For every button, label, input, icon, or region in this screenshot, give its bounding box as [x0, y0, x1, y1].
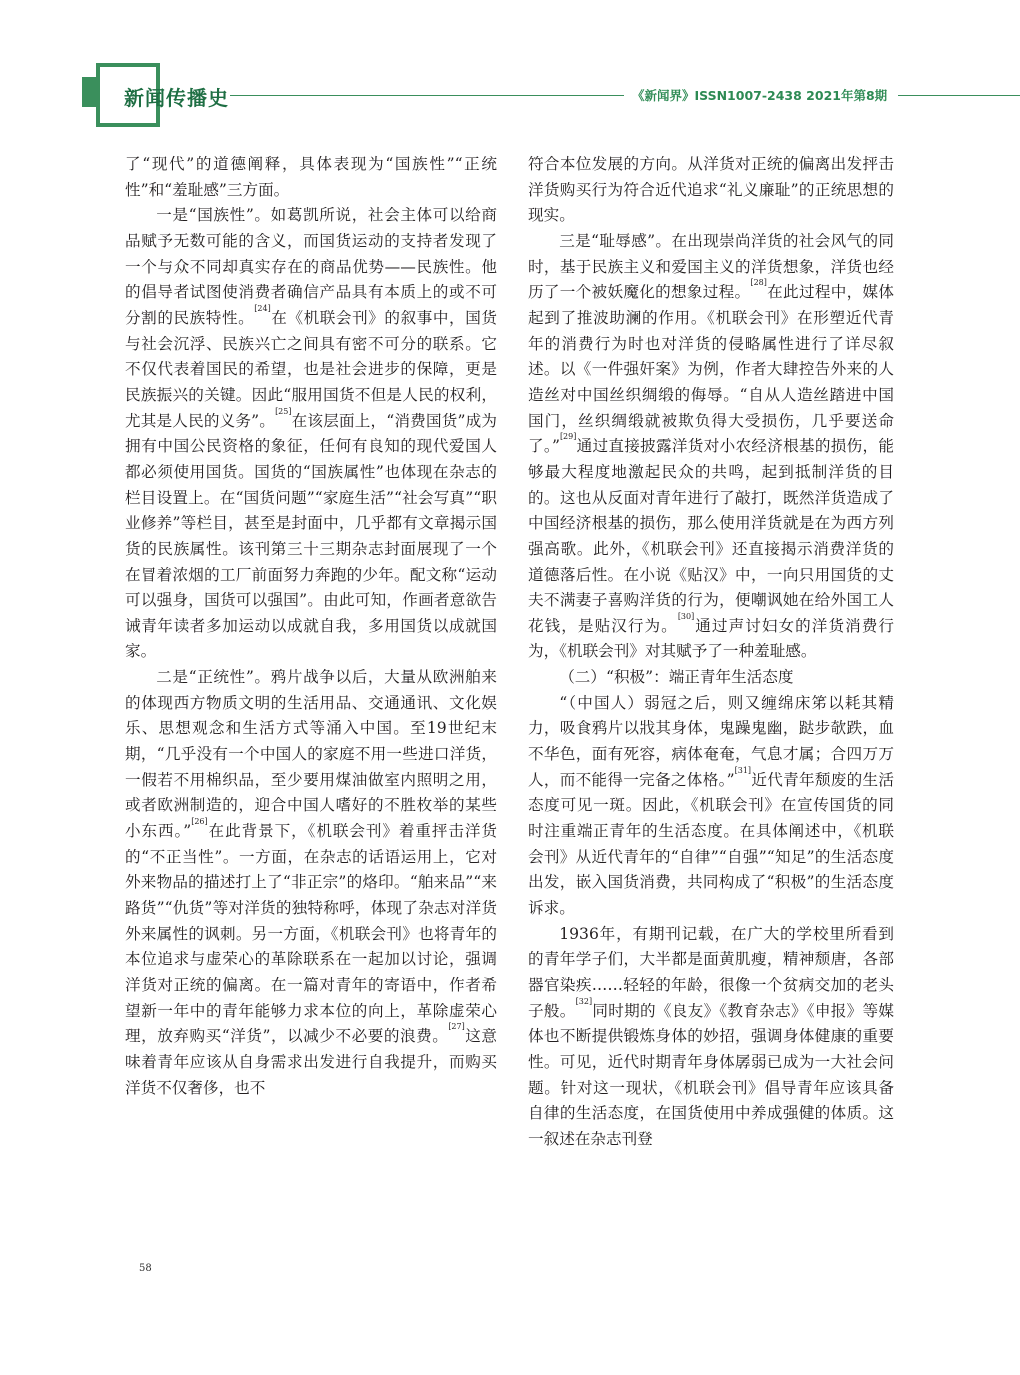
citation-marker: [28] — [750, 278, 767, 288]
text-run: 在《机联会刊》的叙事中，国货与社会沉浮、民族兴亡之间具有密不可分的联系。它不仅代表着国民的希望，也是社会进步的保障，更是民族振兴的关键。因此“服用国货不但是人民的权利，尤其是人民的义务”。 — [125, 308, 497, 430]
text-run: 近代青年颓废的生活态度可见一斑。因此，《机联会刊》在宣传国货的同时注重端正青年的生活态度。在具体阐述中，《机联会刊》从近代青年的“自律”“自强”“知足”的生活态度出发，嵌入国货消费，共同构成了“积极”的生活态度诉求。 — [528, 770, 894, 918]
citation-marker: [24] — [254, 303, 271, 313]
journal-info: 《新闻界》ISSN1007-2438 2021年第8期 — [632, 88, 888, 103]
text-run: “（中国人）弱冠之后，则又缠绵床笫以耗其精力，吸食鸦片以戕其身体，鬼躁鬼幽，跶步欹跌，血不华色，面有死容，病体奄奄，气息才属；合四万万人，而不能得一完备之体格。” — [528, 693, 894, 789]
citation-marker: [30] — [677, 611, 695, 621]
right-column — [528, 152, 894, 1153]
paragraph — [125, 152, 497, 203]
paragraph — [528, 152, 894, 229]
text-run: 符合本位发展的方向。从洋货对正统的偏离出发抨击洋货购买行为符合近代追求“礼义廉耻”的正统思想的现实。 — [528, 155, 894, 225]
paragraph — [125, 203, 497, 665]
header-rule-right — [898, 95, 1020, 96]
paragraph — [528, 922, 894, 1153]
text-run: 在该层面上，“消费国货”成为拥有中国公民资格的象征，任何有良知的现代爱国人都必须使用国货。国货的“国族属性”也体现在杂志的栏目设置上。在“国货问题”“家庭生活”“社会写真”“职业修养”等栏目，甚至是封面中，几乎都有文章揭示国货的民族属性。该刊第三十三期杂志封面展现了一个在冒着浓烟的工厂前面努力奔跑的少年。配文称“运动可以强身，国货可以强国”。由此可知，作画者意欲告诫青年读者多加运动以成就自我，多用国货以成就国家。 — [125, 411, 497, 661]
paragraph — [125, 665, 497, 1101]
citation-marker: [32] — [575, 996, 593, 1006]
text-run: 通过直接披露洋货对小农经济根基的损伤，能够最大程度地激起民众的共鸣，起到抵制洋货的目的。这也从反面对青年进行了敲打，既然洋货造成了中国经济根基的损伤，那么使用洋货就是在为西方列强高歌。此外，《机联会刊》还直接揭示消费洋货的道德落后性。在小说《贴汉》中，一向只用国货的丈夫不满妻子喜购洋货的行为，便嘲讽她在给外国工人花钱，是贴汉行为。 — [528, 437, 894, 635]
text-run: 三是“耻辱感”。在出现崇尚洋货的社会风气的同时，基于民族主义和爱国主义的洋货想象，洋货也经历了一个被妖魔化的想象过程。 — [528, 231, 894, 302]
paragraph — [528, 665, 894, 691]
text-run: 1936年，有期刊记载，在广大的学校里所看到的青年学子们，大半都是面黄肌瘦，精神颓唐，各部器官染疾……轻轻的年龄，很像一个贫病交加的老头子般。 — [528, 924, 894, 1020]
header-rule-left — [230, 95, 624, 96]
text-run: 在此过程中，媒体起到了推波助澜的作用。《机联会刊》在形塑近代青年的消费行为时也对洋货的侵略属性进行了详尽叙述。以《一件强奸案》为例，作者大肆控告外来的人造丝对中国丝织绸缎的侮辱。“自从人造丝踏进中国国门，丝织绸缎就被欺负得大受损伤，几乎要送命了。” — [528, 283, 894, 456]
citation-marker: [31] — [734, 765, 752, 775]
section-title: 新闻传播史 — [124, 86, 229, 110]
text-run: 了“现代”的道德阐释，具体表现为“国族性”“正统性”和“羞耻感”三方面。 — [125, 155, 497, 199]
text-run: （二）“积极”：端正青年生活态度 — [559, 668, 794, 687]
left-column — [125, 152, 497, 1101]
paragraph — [528, 229, 894, 665]
paragraph — [528, 691, 894, 922]
page-number: 58 — [139, 1263, 152, 1274]
text-run: 在此背景下，《机联会刊》着重抨击洋货的“不正当性”。一方面，在杂志的话语运用上，它对外来物品的描述打上了“非正宗”的烙印。“舶来品”“来路货”“仇货”等对洋货的独特称呼，体现了杂志对洋货外来属性的讽刺。另一方面，《机联会刊》也将青年的本位追求与虚荣心的革除联系在一起加以讨论，强调洋货对正统的偏离。在一篇对青年的寄语中，作者希望新一年中的青年能够力求本位的向上，革除虚荣心理，放弃购买“洋货”，以减少不必要的浪费。 — [125, 822, 497, 1046]
citation-marker: [25] — [275, 406, 292, 416]
text-run: 二是“正统性”。鸦片战争以后，大量从欧洲舶来的体现西方物质文明的生活用品、交通通讯、文化娱乐、思想观念和生活方式等涌入中国。至19世纪末期，“几乎没有一个中国人的家庭不用一些进口洋货，一假若不用棉织品，至少要用煤油做室内照明之用，或者欧洲制造的，迎合中国人嗜好的不胜枚举的某些小东西。” — [125, 668, 497, 841]
citation-marker: [29] — [559, 432, 577, 442]
citation-marker: [27] — [448, 1022, 465, 1032]
citation-marker: [26] — [191, 817, 208, 827]
text-run: 这意味着青年应该从自身需求出发进行自我提升，而购买洋货不仅奢侈，也不 — [125, 1027, 497, 1097]
text-run: 一是“国族性”。如葛凯所说，社会主体可以给商品赋予无数可能的含义，而国货运动的支持者发现了一个与众不同却真实存在的商品优势——民族性。他的倡导者试图使消费者确信产品具有本质上的或不可分割的民族特性。 — [125, 206, 497, 327]
text-run: 通过声讨妇女的洋货消费行为，《机联会刊》对其赋予了一种羞耻感。 — [528, 616, 894, 661]
text-run: 同时期的《良友》《教育杂志》《申报》等媒体也不断提供锻炼身体的妙招，强调身体健康的重要性。可见，近代时期青年身体孱弱已成为一大社会问题。针对这一现状，《机联会刊》倡导青年应该具备自律的生活态度，在国货使用中养成强健的体质。这一叙述在杂志刊登 — [528, 1001, 894, 1148]
